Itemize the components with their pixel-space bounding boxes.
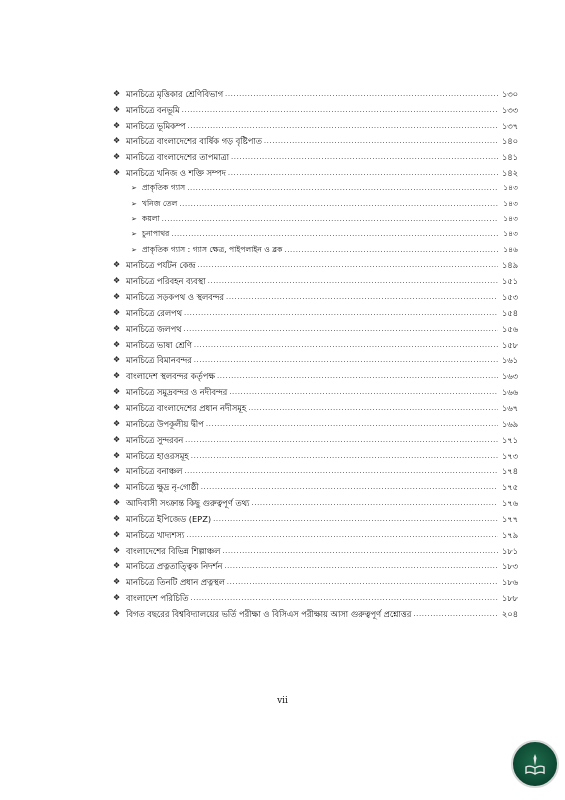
toc-entry-page: ১৩৩ <box>501 104 518 115</box>
toc-entry-page: ১৬৭ <box>501 402 518 413</box>
toc-entry-title: মানচিত্রে পরিবহন ব্যবস্থা <box>126 276 206 287</box>
toc-entry-page: ১৪৩ <box>503 183 518 193</box>
diamond-bullet-icon: ❖ <box>113 323 121 333</box>
toc-entry-title: মানচিত্রে তিনটি প্রধান প্রত্নস্থল <box>126 577 225 588</box>
toc-entry-page: ১৪৩ <box>503 198 518 208</box>
toc-entry[interactable] <box>113 461 518 477</box>
diamond-bullet-icon: ❖ <box>113 371 121 381</box>
diamond-bullet-icon: ❖ <box>113 593 121 603</box>
arrow-bullet-icon: ➢ <box>131 230 137 239</box>
toc-subentry[interactable] <box>113 193 518 208</box>
diamond-bullet-icon: ❖ <box>113 104 121 114</box>
toc-entry[interactable] <box>113 302 518 318</box>
toc-entry-page: ১৪৩ <box>503 229 518 239</box>
toc-entry-title: বাংলাদেশ স্থলবন্দর কর্তৃপক্ষ <box>126 371 215 382</box>
dot-leader <box>248 403 498 413</box>
page-number: vii <box>277 696 288 706</box>
toc-subentry[interactable] <box>113 178 518 193</box>
toc-entry-page: ১৭৫ <box>501 482 518 493</box>
toc-entry-page: ১৮৬ <box>501 577 518 588</box>
toc-entry[interactable] <box>113 146 518 162</box>
diamond-bullet-icon: ❖ <box>113 260 121 270</box>
toc-entry[interactable] <box>113 286 518 302</box>
toc-entry-page: ১৪০ <box>501 136 518 147</box>
diamond-bullet-icon: ❖ <box>113 168 121 178</box>
toc-entry-title: মানচিত্রে খনিজ ও শক্তি সম্পদ <box>126 168 226 179</box>
diamond-bullet-icon: ❖ <box>113 482 121 492</box>
diamond-bullet-icon: ❖ <box>113 577 121 587</box>
dot-leader <box>197 260 498 270</box>
toc-entry-title: প্রাকৃতিক গ্যাস : গ্যাস ক্ষেত্র, পাইপলাইন ও ব্লক <box>142 244 283 254</box>
toc-entry[interactable] <box>113 255 518 271</box>
dot-leader <box>201 482 498 492</box>
toc-entry-page: ১৫৬ <box>501 323 518 334</box>
toc-entry-title: বিগত বছরের বিশ্ববিদ্যালয়ের ভর্তি পরীক্ষা ও বিসিএস পরীক্ষায় আসা গুরুত্বপূর্ণ প্রশ্নোত্তর <box>126 608 412 619</box>
toc-entry-page: ১৪৬ <box>503 244 518 254</box>
toc-entry[interactable] <box>113 115 518 131</box>
diamond-bullet-icon: ❖ <box>113 355 121 365</box>
toc-entry-page: ১৪২ <box>501 168 518 179</box>
toc-entry[interactable] <box>113 508 518 524</box>
dot-leader <box>184 308 498 318</box>
dot-leader <box>208 276 498 286</box>
diamond-bullet-icon: ❖ <box>113 561 121 571</box>
toc-entry[interactable] <box>113 334 518 350</box>
diamond-bullet-icon: ❖ <box>113 434 121 444</box>
toc-entry-page: ১৩০ <box>501 88 518 99</box>
toc-entry-title: মানচিত্রে খাদ্যশস্য <box>126 529 185 540</box>
toc-entry-title: প্রাকৃতিক গ্যাস <box>142 183 186 193</box>
arrow-bullet-icon: ➢ <box>131 245 137 254</box>
toc-entry-title: মানচিত্রে বনাঞ্চল <box>126 466 183 477</box>
toc-entry[interactable] <box>113 131 518 147</box>
toc-entry-title: খনিজ তেল <box>142 198 178 208</box>
toc-entry-title: মানচিত্রে বিমানবন্দর <box>126 355 192 366</box>
toc-entry-title: মানচিত্রে ভাষা শ্রেণি <box>126 339 192 350</box>
toc-entry[interactable] <box>113 270 518 286</box>
toc-entry[interactable] <box>113 162 518 178</box>
toc-entry[interactable] <box>113 603 518 619</box>
toc-entry[interactable] <box>113 492 518 508</box>
dot-leader <box>184 324 499 334</box>
diamond-bullet-icon: ❖ <box>113 292 121 302</box>
diamond-bullet-icon: ❖ <box>113 529 121 539</box>
dot-leader <box>179 199 498 209</box>
arrow-bullet-icon: ➢ <box>131 214 137 223</box>
toc-entry[interactable] <box>113 83 518 99</box>
toc-entry-page: ১৭১ <box>501 434 518 445</box>
toc-entry[interactable] <box>113 350 518 366</box>
toc-entry[interactable] <box>113 571 518 587</box>
dot-leader <box>184 466 498 476</box>
dot-leader <box>217 371 498 381</box>
diamond-bullet-icon: ❖ <box>113 545 121 555</box>
toc-entry[interactable] <box>113 381 518 397</box>
diamond-bullet-icon: ❖ <box>113 450 121 460</box>
dot-leader <box>194 355 498 365</box>
toc-entry-page: ১৫১ <box>501 276 518 287</box>
publisher-logo <box>511 740 559 788</box>
diamond-bullet-icon: ❖ <box>113 513 121 523</box>
toc-entry-title: আদিবাসী সংক্রান্ত কিছু গুরুত্বপূর্ণ তথ্য <box>126 498 250 509</box>
dot-leader <box>413 609 498 619</box>
toc-entry-title: মানচিত্রে বাংলাদেশের তাপমাত্রা <box>126 152 229 163</box>
dot-leader <box>186 530 498 540</box>
toc-entry-title: মানচিত্রে মৃত্তিকার শ্রেণিবিভাগ <box>126 88 224 99</box>
dot-leader <box>182 105 498 115</box>
dot-leader <box>194 340 498 350</box>
arrow-bullet-icon: ➢ <box>131 199 137 208</box>
diamond-bullet-icon: ❖ <box>113 307 121 317</box>
toc-entry[interactable] <box>113 524 518 540</box>
toc-entry[interactable] <box>113 429 518 445</box>
toc-entry-title: মানচিত্রে সড়কপথ ও স্থলবন্দর <box>126 292 224 303</box>
toc-entry-page: ১৭৭ <box>501 513 518 524</box>
dot-leader <box>226 292 498 302</box>
diamond-bullet-icon: ❖ <box>113 339 121 349</box>
dot-leader <box>187 121 498 131</box>
toc-entry-page: ১৭৪ <box>501 466 518 477</box>
toc-entry-title: মানচিত্রে সুন্দরবন <box>126 434 184 445</box>
dot-leader <box>225 89 498 99</box>
toc-entry-title: মানচিত্রে বাংলাদেশের প্রধান নদীসমূহ <box>126 402 247 413</box>
dot-leader <box>185 435 498 445</box>
dot-leader <box>206 419 498 429</box>
toc-subentry[interactable] <box>113 224 518 239</box>
toc-entry-page: ১৭৩ <box>501 450 518 461</box>
toc-entry-page: ১৫৩ <box>501 292 518 303</box>
dot-leader <box>231 152 498 162</box>
toc-entry[interactable] <box>113 556 518 572</box>
toc-entry[interactable] <box>113 318 518 334</box>
toc-entry[interactable] <box>113 445 518 461</box>
toc-entry-title: মানচিত্রে হাওরসমূহ <box>126 450 189 461</box>
toc-subentry[interactable] <box>113 239 518 254</box>
toc-entry[interactable] <box>113 365 518 381</box>
dot-leader <box>222 546 498 556</box>
diamond-bullet-icon: ❖ <box>113 276 121 286</box>
toc-entry-page: ১৮৩ <box>501 561 518 572</box>
diamond-bullet-icon: ❖ <box>113 136 121 146</box>
dot-leader <box>264 136 498 146</box>
toc-entry-page: ১৮১ <box>501 545 518 556</box>
toc-entry-title: মানচিত্রে ক্ষুদ্র নৃ-গোষ্ঠী <box>126 482 199 493</box>
diamond-bullet-icon: ❖ <box>113 88 121 98</box>
toc-entry-title: মানচিত্রে পর্যটন কেন্দ্র <box>126 260 196 271</box>
toc-entry-title: মানচিত্রে বনভূমি <box>126 104 180 115</box>
toc-entry-page: ১৮৮ <box>501 593 518 604</box>
toc-entry-page: ১৪১ <box>501 152 518 163</box>
dot-leader <box>213 514 498 524</box>
diamond-bullet-icon: ❖ <box>113 608 121 618</box>
toc-entry-page: ১৬৯ <box>501 418 518 429</box>
toc-entry-page: ১৪৩ <box>503 213 518 223</box>
toc-entry[interactable] <box>113 587 518 603</box>
diamond-bullet-icon: ❖ <box>113 402 121 412</box>
toc-entry-title: মানচিত্রে সমুদ্রবন্দর ও নদীবন্দর <box>126 387 228 398</box>
dot-leader <box>187 183 498 193</box>
toc-entry-page: ১৪৯ <box>501 260 518 271</box>
toc-entry-title: মানচিত্রে রেলপথ <box>126 307 183 318</box>
toc-entry-title: বাংলাদেশ পরিচিতি <box>126 593 189 604</box>
dot-leader <box>251 498 498 508</box>
toc-entry-page: ১৬৬ <box>501 387 518 398</box>
toc-entry-title: চুনাপাথর <box>142 229 170 239</box>
toc-entry-title: মানচিত্রে জলপথ <box>126 323 182 334</box>
toc-entry-title: মানচিত্রে ভূমিকম্প <box>126 120 186 131</box>
toc-entry-page: ১৬১ <box>501 355 518 366</box>
table-of-contents <box>113 83 518 619</box>
toc-entry-page: ১৭৬ <box>501 498 518 509</box>
toc-entry-page: ১৩৭ <box>501 120 518 131</box>
diamond-bullet-icon: ❖ <box>113 120 121 130</box>
toc-entry-page: ১৭৯ <box>501 529 518 540</box>
dot-leader <box>224 561 498 571</box>
diamond-bullet-icon: ❖ <box>113 498 121 508</box>
toc-entry[interactable] <box>113 476 518 492</box>
toc-entry-page: ২০৪ <box>501 608 518 619</box>
toc-entry-title: মানচিত্রে প্রত্নতাত্ত্বিক নিদর্শন <box>126 561 223 572</box>
dot-leader <box>162 214 498 224</box>
dot-leader <box>228 168 498 178</box>
toc-entry[interactable] <box>113 540 518 556</box>
arrow-bullet-icon: ➢ <box>131 184 137 193</box>
dot-leader <box>227 577 498 587</box>
toc-entry-title: মানচিত্রে বাংলাদেশের বার্ষিক গড় বৃষ্টিপাত <box>126 136 262 147</box>
toc-subentry[interactable] <box>113 209 518 224</box>
diamond-bullet-icon: ❖ <box>113 418 121 428</box>
diamond-bullet-icon: ❖ <box>113 466 121 476</box>
toc-entry[interactable] <box>113 413 518 429</box>
toc-entry-page: ১৬৩ <box>501 371 518 382</box>
diamond-bullet-icon: ❖ <box>113 152 121 162</box>
toc-entry-title: বাংলাদেশের বিভিন্ন শিল্পাঞ্চল <box>126 545 221 556</box>
toc-entry[interactable] <box>113 99 518 115</box>
toc-entry-page: ১৫৮ <box>501 339 518 350</box>
book-pen-icon <box>524 752 546 776</box>
dot-leader <box>191 451 498 461</box>
toc-entry-title: কয়লা <box>142 213 160 223</box>
toc-entry-title: মানচিত্রে ইপিজেড (EPZ) <box>126 513 212 524</box>
diamond-bullet-icon: ❖ <box>113 387 121 397</box>
toc-entry-page: ১৫৪ <box>501 307 518 318</box>
toc-entry[interactable] <box>113 397 518 413</box>
dot-leader <box>229 387 498 397</box>
dot-leader <box>190 593 498 603</box>
dot-leader <box>284 245 498 255</box>
dot-leader <box>171 229 498 239</box>
toc-entry-title: মানচিত্রে উপকূলীয় দ্বীপ <box>126 418 204 429</box>
